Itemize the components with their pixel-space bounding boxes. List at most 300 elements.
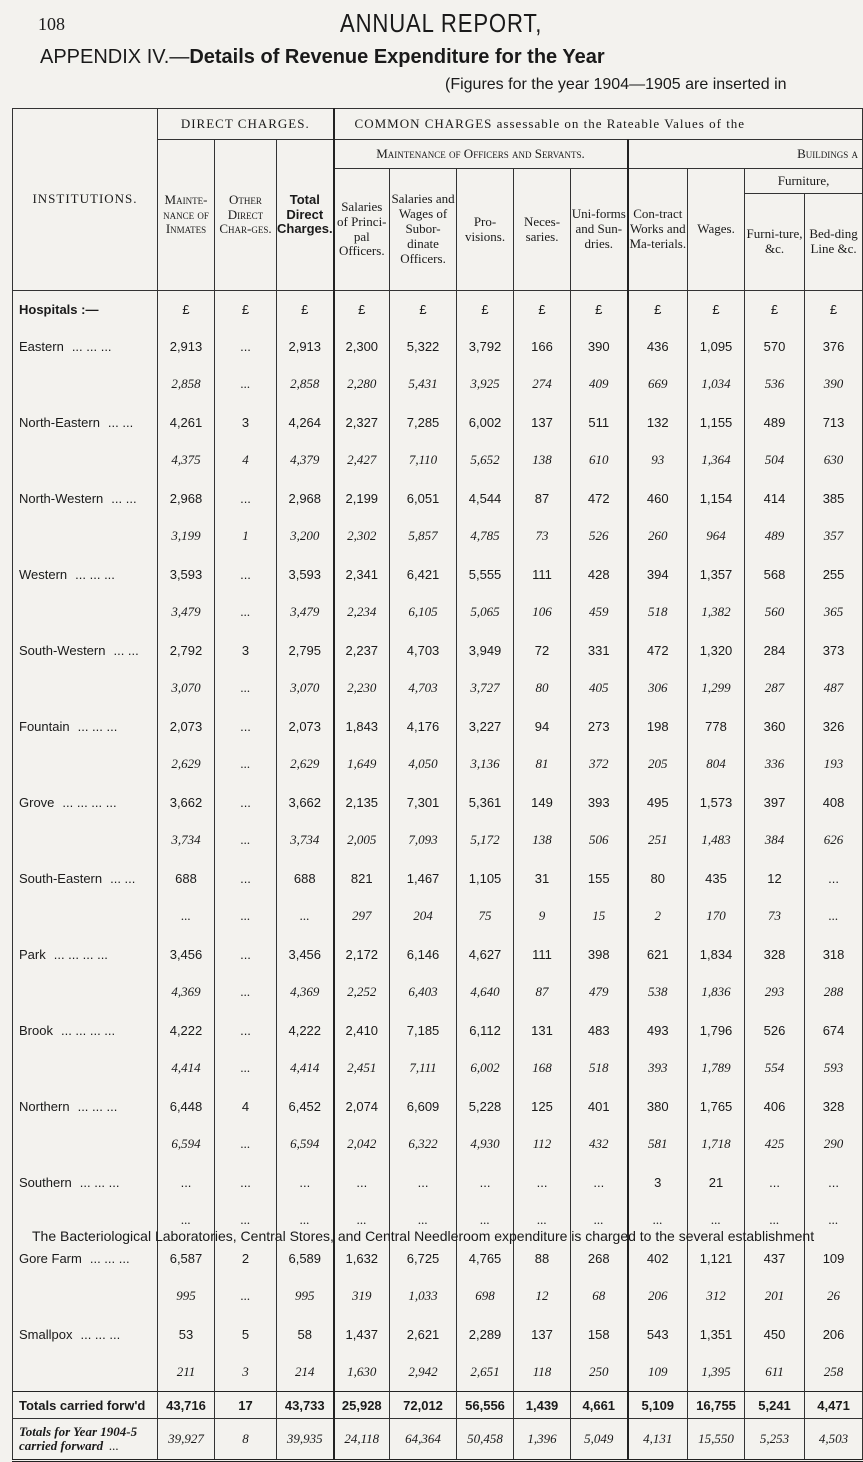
leader-dots: ... ... ... [77,1098,118,1114]
prior-year-cell: 372 [571,745,628,783]
prior-year-cell: 518 [628,593,688,631]
col-contract-works: Con-tract Works and Ma-terials. [628,169,688,291]
prior-year-cell: 2,629 [158,745,215,783]
institutions-header: INSTITUTIONS. [13,109,158,291]
current-year-cell: 3 [215,631,277,669]
institution-label: Grove [19,794,55,810]
current-year-cell: 568 [745,555,805,593]
prior-year-cell: 390 [805,365,863,403]
table-row [13,1011,863,1049]
current-year-cell: 393 [571,783,628,821]
current-year-cell: 3,593 [277,555,334,593]
unit-cell: £ [514,291,571,328]
current-year-cell: 1,154 [688,479,745,517]
prior-year-cell: 6,002 [457,1049,514,1087]
prior-year-cell: 4,640 [457,973,514,1011]
prior-year-cell: ... [514,1201,571,1239]
prior-year-cell: 7,093 [390,821,457,859]
current-year-cell: 2,341 [334,555,390,593]
prior-year-cell: 1,836 [688,973,745,1011]
current-year-cell: 328 [805,1087,863,1125]
prior-totals-label [13,1419,158,1461]
leader-dots: ... ... ... [79,1174,120,1190]
prior-year-cell: 3,070 [277,669,334,707]
prior-year-cell: ... [215,1125,277,1163]
prior-year-cell: 393 [628,1049,688,1087]
current-year-cell: 331 [571,631,628,669]
prior-year-cell: 995 [277,1277,334,1315]
col-provisions: Pro-visions. [457,169,514,291]
prior-year-cell: 2,942 [390,1353,457,1392]
prior-year-cell: 3,925 [457,365,514,403]
prior-year-cell: 2,005 [334,821,390,859]
prior-year-cell: 81 [514,745,571,783]
current-year-cell: ... [215,1163,277,1201]
prior-totals-text: Totals for Year 1904-5 carried forward [19,1423,138,1453]
prior-year-cell: 293 [745,973,805,1011]
prior-year-cell: ... [277,1201,334,1239]
prior-year-cell: 138 [514,821,571,859]
current-year-cell: 4,222 [277,1011,334,1049]
prior-year-cell: 1,034 [688,365,745,403]
institution-label: Brook [19,1022,53,1038]
current-year-cell: 21 [688,1163,745,1201]
unit-cell: £ [457,291,514,328]
current-year-cell: 3 [628,1163,688,1201]
current-year-cell: 472 [628,631,688,669]
unit-cell: £ [688,291,745,328]
prior-year-cell: 425 [745,1125,805,1163]
prior-year-cell: 6,594 [158,1125,215,1163]
current-year-cell: 570 [745,327,805,365]
institution-label: South-Eastern [19,870,103,886]
current-year-cell: 5 [215,1315,277,1353]
current-year-cell: 318 [805,935,863,973]
current-year-cell: 376 [805,327,863,365]
col-total-direct: Total Direct Charges. [277,140,334,291]
prior-year-cell: 6,403 [390,973,457,1011]
prior-year-cell: 630 [805,441,863,479]
current-year-cell: ... [215,1011,277,1049]
current-year-cell: 4,627 [457,935,514,973]
current-year-cell: ... [215,783,277,821]
prior-year-cell: ... [215,973,277,1011]
prior-year-cell: 2,651 [457,1353,514,1392]
prior-year-cell: 581 [628,1125,688,1163]
current-year-cell: 380 [628,1087,688,1125]
current-year-cell: 406 [745,1087,805,1125]
leader-dots: ... ... [113,642,139,658]
appendix-label: APPENDIX IV.— [40,46,190,68]
table-row [13,1239,863,1277]
current-year-cell: 80 [628,859,688,897]
current-year-cell: 437 [745,1239,805,1277]
expenditure-table [12,108,863,1462]
page-number: 108 [38,14,65,34]
prior-year-cell: ... [390,1201,457,1239]
blank-name [13,1125,158,1163]
unit-cell: £ [390,291,457,328]
prior-year-cell: 3,734 [277,821,334,859]
institution-name [13,403,158,441]
current-year-cell: 6,609 [390,1087,457,1125]
prior-year-cell: 560 [745,593,805,631]
table-row-prior-year [13,1125,863,1163]
prior-year-cell: 3,479 [277,593,334,631]
current-year-cell: 1,155 [688,403,745,441]
institution-label: North-Eastern [19,414,100,430]
current-year-cell: 1,765 [688,1087,745,1125]
current-year-cell: ... [158,1163,215,1201]
prior-year-cell: 2,427 [334,441,390,479]
prior-year-cell: 4,414 [277,1049,334,1087]
unit-cell: £ [277,291,334,328]
prior-year-cell: 432 [571,1125,628,1163]
current-year-cell: 6,051 [390,479,457,517]
appendix-title: Details of Revenue Expenditure for the Year [189,46,605,68]
current-year-cell: ... [215,479,277,517]
prior-year-cell: 4,379 [277,441,334,479]
leader-dots: ... ... ... [77,718,118,734]
prior-year-cell: 336 [745,745,805,783]
blank-name [13,1049,158,1087]
prior-totals-row [13,1419,863,1461]
current-year-cell: 428 [571,555,628,593]
current-year-cell: 674 [805,1011,863,1049]
institution-name [13,707,158,745]
current-year-cell: ... [514,1163,571,1201]
prior-year-cell: 538 [628,973,688,1011]
prior-year-cell: 73 [514,517,571,555]
prior-year-cell: 211 [158,1353,215,1392]
current-year-cell: 6,452 [277,1087,334,1125]
institution-name [13,555,158,593]
leader-dots: ... [109,1438,119,1453]
current-year-cell: 4,222 [158,1011,215,1049]
table-row-prior-year [13,669,863,707]
current-year-cell: 398 [571,935,628,973]
current-year-cell: 7,301 [390,783,457,821]
prior-year-cell: 288 [805,973,863,1011]
prior-year-cell: 2,302 [334,517,390,555]
current-year-cell: 149 [514,783,571,821]
unit-cell: £ [334,291,390,328]
current-year-cell: 3,662 [277,783,334,821]
prior-year-cell: 250 [571,1353,628,1392]
prior-year-cell: 3,200 [277,517,334,555]
current-year-cell: 3 [215,403,277,441]
prior-year-cell: ... [215,593,277,631]
current-year-cell: ... [805,859,863,897]
current-year-cell: 2,968 [277,479,334,517]
unit-cell: £ [745,291,805,328]
leader-dots: ... ... ... [71,338,112,354]
current-year-cell: 2,135 [334,783,390,821]
col-necessaries: Neces-saries. [514,169,571,291]
prior-year-cell: 9 [514,897,571,935]
prior-year-cell: 626 [805,821,863,859]
current-year-cell: 2,968 [158,479,215,517]
institution-label: Western [19,566,68,582]
prior-year-cell: ... [215,745,277,783]
current-year-cell: 6,725 [390,1239,457,1277]
current-year-cell: ... [215,555,277,593]
current-year-cell: 401 [571,1087,628,1125]
table-row [13,859,863,897]
prior-year-cell: 2,234 [334,593,390,631]
institution-label: Northern [19,1098,70,1114]
prior-year-cell: ... [215,897,277,935]
prior-year-cell: 204 [390,897,457,935]
current-year-cell: 373 [805,631,863,669]
institution-name [13,1239,158,1277]
current-year-cell: 2,199 [334,479,390,517]
blank-name [13,669,158,707]
current-year-cell: 125 [514,1087,571,1125]
prior-year-cell: 109 [628,1353,688,1392]
prior-year-cell: 405 [571,669,628,707]
prior-year-cell: 518 [571,1049,628,1087]
current-year-cell: ... [745,1163,805,1201]
current-year-cell: 3,227 [457,707,514,745]
table-row [13,403,863,441]
current-year-cell: 268 [571,1239,628,1277]
current-year-cell: ... [215,327,277,365]
total-cell: 43,733 [277,1392,334,1419]
prior-year-cell: ... [215,669,277,707]
prior-year-cell: 459 [571,593,628,631]
current-year-cell: 7,285 [390,403,457,441]
current-year-cell: 385 [805,479,863,517]
blank-name [13,1277,158,1315]
col-bedding: Bed-ding Line &c. [805,194,863,291]
current-year-cell: 1,320 [688,631,745,669]
prior-year-cell: 4,703 [390,669,457,707]
current-year-cell: 94 [514,707,571,745]
current-year-cell: ... [390,1163,457,1201]
prior-year-cell: 4,375 [158,441,215,479]
current-year-cell: 1,121 [688,1239,745,1277]
current-year-cell: 2,073 [158,707,215,745]
table-row [13,783,863,821]
table-row-prior-year [13,365,863,403]
prior-total-cell: 5,253 [745,1419,805,1461]
prior-year-cell: 4 [215,441,277,479]
current-year-cell: 6,112 [457,1011,514,1049]
blank-name [13,973,158,1011]
current-year-cell: ... [334,1163,390,1201]
table-row-prior-year [13,517,863,555]
common-charges-header: COMMON CHARGES assessable on the Rateable Values of the [334,109,863,140]
table-row [13,1163,863,1201]
current-year-cell: 1,834 [688,935,745,973]
col-salaries-subordinate: Salaries and Wages of Subor-dinate Officers. [390,169,457,291]
current-year-cell: 255 [805,555,863,593]
current-year-cell: 2,410 [334,1011,390,1049]
officers-subheader: Maintenance of Officers and Servants. [334,140,628,169]
prior-total-cell: 39,927 [158,1419,215,1461]
prior-year-cell: 4,785 [457,517,514,555]
prior-year-cell: 3,734 [158,821,215,859]
prior-year-cell: 4,930 [457,1125,514,1163]
current-year-cell: 6,002 [457,403,514,441]
current-year-cell: ... [457,1163,514,1201]
current-year-cell: 1,843 [334,707,390,745]
table-row [13,1087,863,1125]
prior-year-cell: 2,252 [334,973,390,1011]
leader-dots: ... ... ... [80,1326,121,1342]
prior-year-cell: 2,280 [334,365,390,403]
prior-year-cell: 15 [571,897,628,935]
table-row-prior-year [13,1049,863,1087]
current-year-cell: 7,185 [390,1011,457,1049]
institution-label: Park [19,946,46,962]
current-year-cell: 360 [745,707,805,745]
appendix-heading [40,46,605,69]
institution-name [13,1163,158,1201]
leader-dots: ... ... ... ... [53,946,108,962]
total-cell: 17 [215,1392,277,1419]
current-year-cell: 132 [628,403,688,441]
prior-year-cell: 2,451 [334,1049,390,1087]
institution-name [13,1087,158,1125]
institution-label: Smallpox [19,1326,73,1342]
prior-year-cell: 6,594 [277,1125,334,1163]
current-year-cell: 58 [277,1315,334,1353]
prior-year-cell: 251 [628,821,688,859]
prior-year-cell: 611 [745,1353,805,1392]
current-year-cell: ... [805,1163,863,1201]
current-year-cell: 2,237 [334,631,390,669]
current-year-cell: 1,467 [390,859,457,897]
prior-year-cell: 2,042 [334,1125,390,1163]
prior-year-cell: 170 [688,897,745,935]
prior-year-cell: ... [805,1201,863,1239]
current-year-cell: 1,105 [457,859,514,897]
prior-year-cell: 214 [277,1353,334,1392]
current-year-cell: 284 [745,631,805,669]
current-year-cell: 1,351 [688,1315,745,1353]
prior-year-cell: 365 [805,593,863,631]
prior-year-cell: 5,857 [390,517,457,555]
current-year-cell: ... [215,707,277,745]
prior-year-cell: 964 [688,517,745,555]
prior-year-cell: ... [215,1277,277,1315]
current-year-cell: 713 [805,403,863,441]
direct-charges-header: DIRECT CHARGES. [158,109,334,140]
current-year-cell: ... [215,935,277,973]
footnote: The Bacteriological Laboratories, Central Stores, and Central Needleroom expenditure is charged to the several establishment [32,1228,815,1244]
prior-year-cell: ... [805,897,863,935]
prior-year-cell: 1,789 [688,1049,745,1087]
totals-row [13,1392,863,1419]
current-year-cell: 394 [628,555,688,593]
current-year-cell: 621 [628,935,688,973]
current-year-cell: 414 [745,479,805,517]
current-year-cell: 2,913 [158,327,215,365]
institution-label: South-Western [19,642,106,658]
prior-year-cell: ... [457,1201,514,1239]
table-row [13,935,863,973]
current-year-cell: ... [571,1163,628,1201]
current-year-cell: 435 [688,859,745,897]
current-year-cell: 543 [628,1315,688,1353]
prior-year-cell: 504 [745,441,805,479]
prior-year-cell: 80 [514,669,571,707]
prior-year-cell: 206 [628,1277,688,1315]
current-year-cell: 688 [158,859,215,897]
current-year-cell: 6,587 [158,1239,215,1277]
current-year-cell: 137 [514,1315,571,1353]
prior-year-cell: 1,718 [688,1125,745,1163]
current-year-cell: 198 [628,707,688,745]
prior-year-cell: 7,110 [390,441,457,479]
prior-total-cell: 4,503 [805,1419,863,1461]
current-year-cell: 4,544 [457,479,514,517]
total-cell: 4,661 [571,1392,628,1419]
current-year-cell: 3,593 [158,555,215,593]
table-row [13,631,863,669]
current-year-cell: 3,662 [158,783,215,821]
current-year-cell: 472 [571,479,628,517]
prior-year-cell: 1,630 [334,1353,390,1392]
current-year-cell: 2,074 [334,1087,390,1125]
current-year-cell: 3,456 [277,935,334,973]
prior-total-cell: 15,550 [688,1419,745,1461]
current-year-cell: 87 [514,479,571,517]
current-year-cell: 1,796 [688,1011,745,1049]
col-furniture: Furni-ture, &c. [745,194,805,291]
current-year-cell: 72 [514,631,571,669]
total-cell: 43,716 [158,1392,215,1419]
current-year-cell: 2,913 [277,327,334,365]
current-year-cell: 778 [688,707,745,745]
prior-year-cell: 487 [805,669,863,707]
current-year-cell: 6,589 [277,1239,334,1277]
current-year-cell: 4,261 [158,403,215,441]
leader-dots: ... ... ... ... [60,1022,116,1038]
prior-year-cell: 669 [628,365,688,403]
report-title: ANNUAL REPORT, [340,8,543,38]
current-year-cell: 460 [628,479,688,517]
prior-year-cell: 287 [745,669,805,707]
current-year-cell: 3,792 [457,327,514,365]
prior-year-cell: 1,364 [688,441,745,479]
prior-year-cell: ... [571,1201,628,1239]
leader-dots: ... ... ... ... [62,794,117,810]
prior-year-cell: ... [158,1201,215,1239]
prior-year-cell: 536 [745,365,805,403]
current-year-cell: 5,322 [390,327,457,365]
current-year-cell: 5,361 [457,783,514,821]
total-cell: 5,241 [745,1392,805,1419]
institution-name [13,327,158,365]
prior-year-cell: 26 [805,1277,863,1315]
current-year-cell: 6,421 [390,555,457,593]
prior-year-cell: 3,727 [457,669,514,707]
prior-year-cell: 118 [514,1353,571,1392]
blank-name [13,745,158,783]
prior-year-cell: 1,395 [688,1353,745,1392]
current-year-cell: 408 [805,783,863,821]
table-row-prior-year [13,821,863,859]
prior-year-cell: 506 [571,821,628,859]
institution-label: Eastern [19,338,64,354]
current-year-cell: 326 [805,707,863,745]
prior-year-cell: 4,050 [390,745,457,783]
table-row [13,479,863,517]
prior-year-cell: 168 [514,1049,571,1087]
